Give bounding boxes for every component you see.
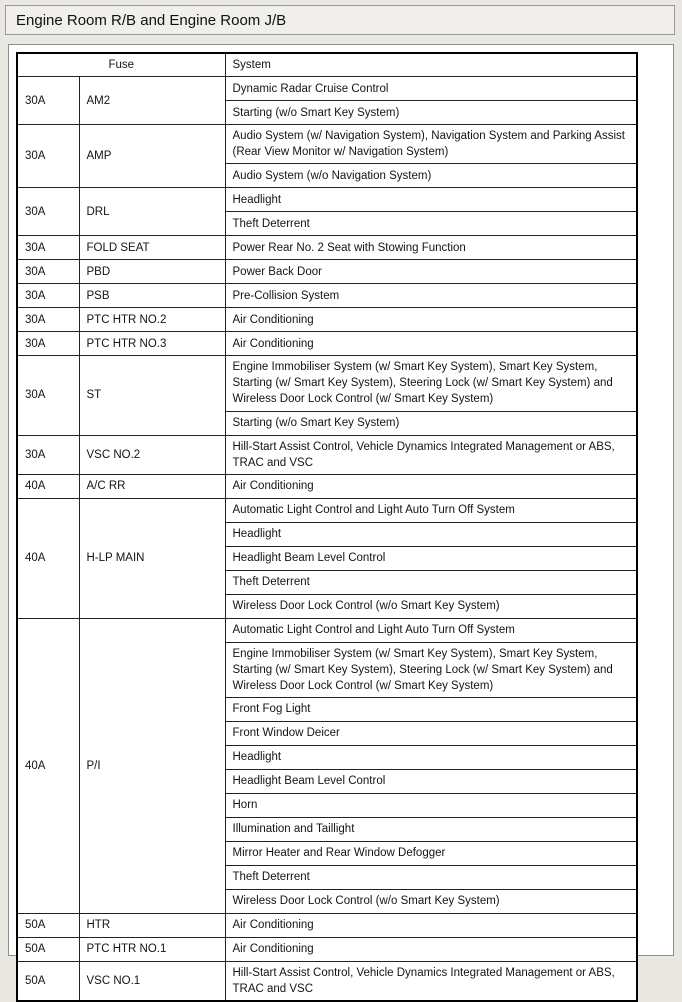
- system-cell: Air Conditioning: [225, 474, 637, 498]
- fuse-amperage-cell: 40A: [17, 618, 79, 913]
- fuse-amperage-cell: 30A: [17, 435, 79, 474]
- table-row: [17, 914, 637, 938]
- page-title-text: Engine Room R/B and Engine Room J/B: [16, 11, 287, 29]
- fuse-name-cell: PTC HTR NO.2: [79, 308, 225, 332]
- system-cell: Theft Deterrent: [225, 570, 637, 594]
- fuse-amperage-cell: 40A: [17, 474, 79, 498]
- system-cell: Engine Immobiliser System (w/ Smart Key System), Smart Key System, Starting (w/ Smart Key System), Steering Lock (w/ Smart Key System) and Wireless Door Lock Control (w/ Smart Key System): [225, 356, 637, 411]
- system-cell: Front Fog Light: [225, 698, 637, 722]
- table-row: [17, 435, 637, 474]
- system-cell: Power Back Door: [225, 260, 637, 284]
- fuse-amperage-cell: 50A: [17, 962, 79, 1002]
- fuse-name-cell: PSB: [79, 284, 225, 308]
- system-cell: Headlight: [225, 522, 637, 546]
- fuse-amperage-cell: 50A: [17, 914, 79, 938]
- system-cell: Air Conditioning: [225, 332, 637, 356]
- fuse-table: [16, 52, 638, 1002]
- system-cell: Power Rear No. 2 Seat with Stowing Function: [225, 236, 637, 260]
- table-row: [17, 332, 637, 356]
- fuse-name-cell: VSC NO.1: [79, 962, 225, 1002]
- system-cell: Headlight Beam Level Control: [225, 770, 637, 794]
- system-cell: Mirror Heater and Rear Window Defogger: [225, 842, 637, 866]
- system-cell: Hill-Start Assist Control, Vehicle Dynamics Integrated Management or ABS, TRAC and VSC: [225, 962, 637, 1002]
- system-cell: Automatic Light Control and Light Auto Turn Off System: [225, 498, 637, 522]
- table-row: [17, 125, 637, 164]
- system-cell: Starting (w/o Smart Key System): [225, 101, 637, 125]
- fuse-name-cell: AMP: [79, 125, 225, 188]
- fuse-column-header: Fuse: [17, 53, 225, 77]
- table-row: [17, 618, 637, 642]
- fuse-amperage-cell: 30A: [17, 308, 79, 332]
- fuse-name-cell: P/I: [79, 618, 225, 913]
- fuse-name-cell: ST: [79, 356, 225, 435]
- fuse-name-cell: VSC NO.2: [79, 435, 225, 474]
- system-cell: Engine Immobiliser System (w/ Smart Key System), Smart Key System, Starting (w/ Smart Key System), Steering Lock (w/ Smart Key System) and Wireless Door Lock Control (w/ Smart Key System): [225, 642, 637, 697]
- fuse-name-cell: FOLD SEAT: [79, 236, 225, 260]
- system-cell: Starting (w/o Smart Key System): [225, 411, 637, 435]
- system-cell: Horn: [225, 794, 637, 818]
- fuse-table-body: [17, 77, 637, 1002]
- fuse-name-cell: A/C RR: [79, 474, 225, 498]
- fuse-amperage-cell: 30A: [17, 125, 79, 188]
- fuse-amperage-cell: 30A: [17, 332, 79, 356]
- fuse-name-cell: PTC HTR NO.1: [79, 938, 225, 962]
- system-cell: Pre-Collision System: [225, 284, 637, 308]
- fuse-name-cell: PTC HTR NO.3: [79, 332, 225, 356]
- system-cell: Air Conditioning: [225, 914, 637, 938]
- fuse-name-cell: PBD: [79, 260, 225, 284]
- system-cell: Front Window Deicer: [225, 722, 637, 746]
- fuse-amperage-cell: 50A: [17, 938, 79, 962]
- system-cell: Air Conditioning: [225, 308, 637, 332]
- system-cell: Headlight: [225, 188, 637, 212]
- table-row: [17, 284, 637, 308]
- table-row: [17, 938, 637, 962]
- table-row: [17, 77, 637, 101]
- system-cell: Air Conditioning: [225, 938, 637, 962]
- table-row: [17, 498, 637, 522]
- system-cell: Automatic Light Control and Light Auto Turn Off System: [225, 618, 637, 642]
- table-row: [17, 188, 637, 212]
- system-cell: Illumination and Taillight: [225, 818, 637, 842]
- system-cell: Headlight Beam Level Control: [225, 546, 637, 570]
- table-row: [17, 308, 637, 332]
- system-cell: Headlight: [225, 746, 637, 770]
- fuse-name-cell: DRL: [79, 188, 225, 236]
- system-cell: Wireless Door Lock Control (w/o Smart Key System): [225, 594, 637, 618]
- fuse-amperage-cell: 30A: [17, 284, 79, 308]
- fuse-name-cell: AM2: [79, 77, 225, 125]
- system-cell: Wireless Door Lock Control (w/o Smart Key System): [225, 890, 637, 914]
- system-cell: Hill-Start Assist Control, Vehicle Dynamics Integrated Management or ABS, TRAC and VSC: [225, 435, 637, 474]
- table-row: [17, 356, 637, 411]
- system-cell: Theft Deterrent: [225, 212, 637, 236]
- fuse-amperage-cell: 30A: [17, 188, 79, 236]
- fuse-amperage-cell: 30A: [17, 356, 79, 435]
- fuse-amperage-cell: 30A: [17, 236, 79, 260]
- fuse-name-cell: H-LP MAIN: [79, 498, 225, 618]
- page-title: [5, 5, 675, 35]
- table-row: [17, 260, 637, 284]
- table-row: [17, 236, 637, 260]
- system-cell: Audio System (w/ Navigation System), Navigation System and Parking Assist (Rear View Monitor w/ Navigation System): [225, 125, 637, 164]
- fuse-name-cell: HTR: [79, 914, 225, 938]
- system-column-header: System: [225, 53, 637, 77]
- fuse-amperage-cell: 30A: [17, 260, 79, 284]
- fuse-table-container: [8, 44, 674, 996]
- system-cell: Theft Deterrent: [225, 866, 637, 890]
- system-cell: Audio System (w/o Navigation System): [225, 164, 637, 188]
- table-header-row: [17, 53, 637, 77]
- fuse-amperage-cell: 30A: [17, 77, 79, 125]
- table-row: [17, 474, 637, 498]
- system-cell: Dynamic Radar Cruise Control: [225, 77, 637, 101]
- fuse-amperage-cell: 40A: [17, 498, 79, 618]
- table-row: [17, 962, 637, 1002]
